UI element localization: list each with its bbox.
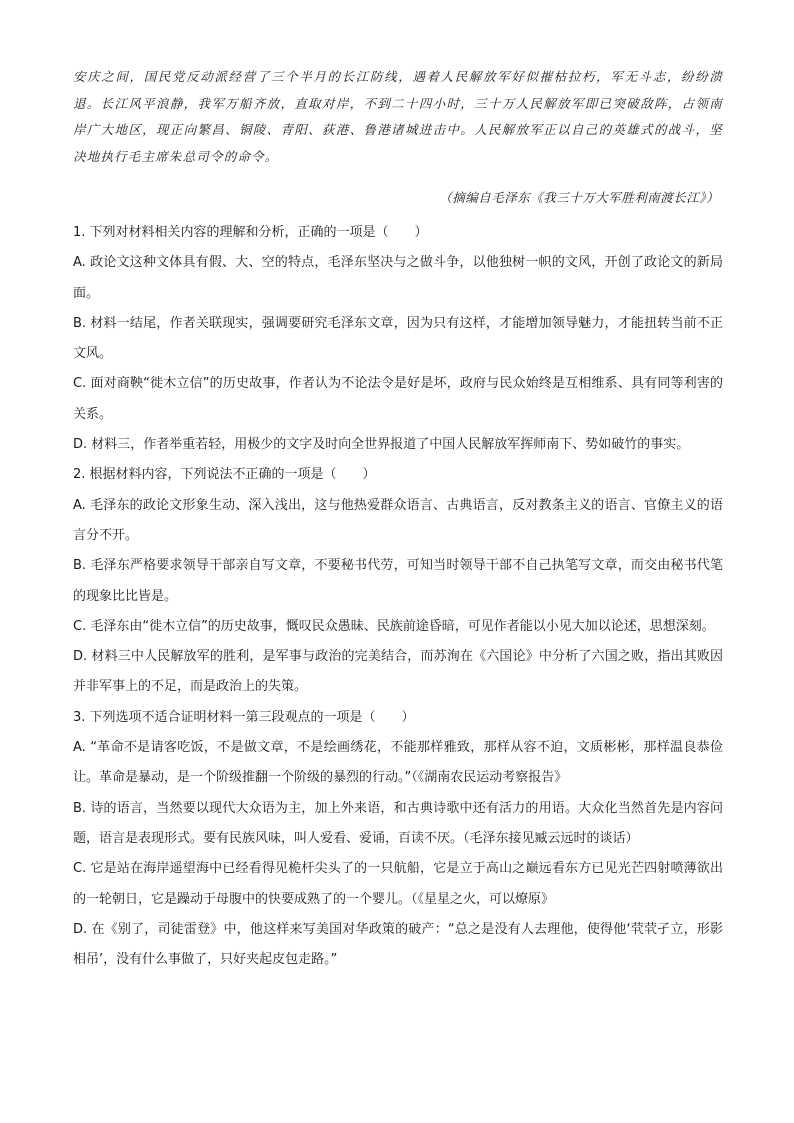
question-1 <box>73 218 723 460</box>
option-c: C. 它是站在海岸遥望海中已经看得见桅杆尖头了的一只航船，它是立于高山之巅远看东方已见光芒四射喷薄欲出的一轮朝日，它是躁动于母腹中的快要成熟了的一个婴儿。（《星星之火，可以燎原》 <box>73 861 723 907</box>
option-b: B. 材料一结尾，作者关联现实，强调要研究毛泽东文章，因为只有这样，才能增加领导魅力，才能扭转当前不正文风。 <box>73 315 723 362</box>
option-b: B. 毛泽东严格要求领导干部亲自写文章，不要秘书代劳，可知当时领导干部不自己执笔写文章，而交由秘书代笔的现象比比皆是。 <box>73 558 723 604</box>
passage-text: 安庆之间，国民党反动派经营了三个半月的长江防线，遇着人民解放军好似摧枯拉朽，军无斗志，纷纷溃退。长江风平浪静，我军万船齐放，直取对岸，不到二十四小时，三十万人民解放军即已突破敌阵，占领南岸广大地区，现正向繁昌、铜陵、青阳、荻港、鲁港诸城进击中。人民解放军正以自己的英雄式的战斗，坚决地执行毛主席朱总司令的命令。 <box>73 69 723 164</box>
option-c: C. 毛泽东由“徙木立信”的历史故事，慨叹民众愚昧、民族前途昏暗，可见作者能以小见大加以论述，思想深刻。 <box>73 618 715 634</box>
option-a: A. 政论文这种文体具有假、大、空的特点，毛泽东坚决与之做斗争，以他独树一帜的文风，开创了政论文的新局面。 <box>73 255 723 301</box>
option-a: A. 毛泽东的政论文形象生动、深入浅出，这与他热爱群众语言、古典语言，反对教条主义的语言、官僚主义的语言分不开。 <box>73 497 723 543</box>
option-d: D. 在《别了，司徒雷登》中，他这样来写美国对华政策的破产：“总之是没有人去理他，使得他‘茕茕孑立，形影相吊’，没有什么事做了，只好夹起皮包走路。” <box>73 921 723 968</box>
question-stem: 3. 下列选项不适合证明材料一第三段观点的一项是（ ） <box>73 709 415 725</box>
question-stem: 1. 下列对材料相关内容的理解和分析，正确的一项是（ ） <box>73 225 428 240</box>
passage-source: （摘编自毛泽东《我三十万大军胜利南渡长江》） <box>439 190 719 205</box>
option-a: A. “革命不是请客吃饭，不是做文章，不是绘画绣花，不能那样雅致，那样从容不迫，文质彬彬，那样温良恭俭让。革命是暴动，是一个阶级推翻一个阶级的暴烈的行动。”（《湖南农民运动考察报告》 <box>73 740 723 786</box>
option-b: B. 诗的语言，当然要以现代大众语为主，加上外来语，和古典诗歌中还有活力的用语。大众化当然首先是内容问题，语言是表现形式。要有民族风味，叫人爱看、爱诵，百读不厌。（毛泽东接见臧云远时的谈话） <box>73 800 723 846</box>
question-3 <box>73 703 723 976</box>
option-d: D. 材料三，作者举重若轻，用极少的文字及时向全世界报道了中国人民解放军挥师南下、势如破竹的事实。 <box>73 437 690 453</box>
question-2 <box>73 460 723 702</box>
question-list <box>73 218 723 975</box>
option-d: D. 材料三中人民解放军的胜利，是军事与政治的完美结合，而苏洵在《六国论》中分析了六国之败，指出其败因并非军事上的不足，而是政治上的失策。 <box>73 649 723 695</box>
option-c: C. 面对商鞅“徙木立信”的历史故事，作者认为不论法令是好是坏，政府与民众始终是互相维系、具有同等利害的关系。 <box>73 376 723 422</box>
question-stem: 2. 根据材料内容，下列说法不正确的一项是（ ） <box>73 467 376 483</box>
reading-passage <box>73 64 723 170</box>
